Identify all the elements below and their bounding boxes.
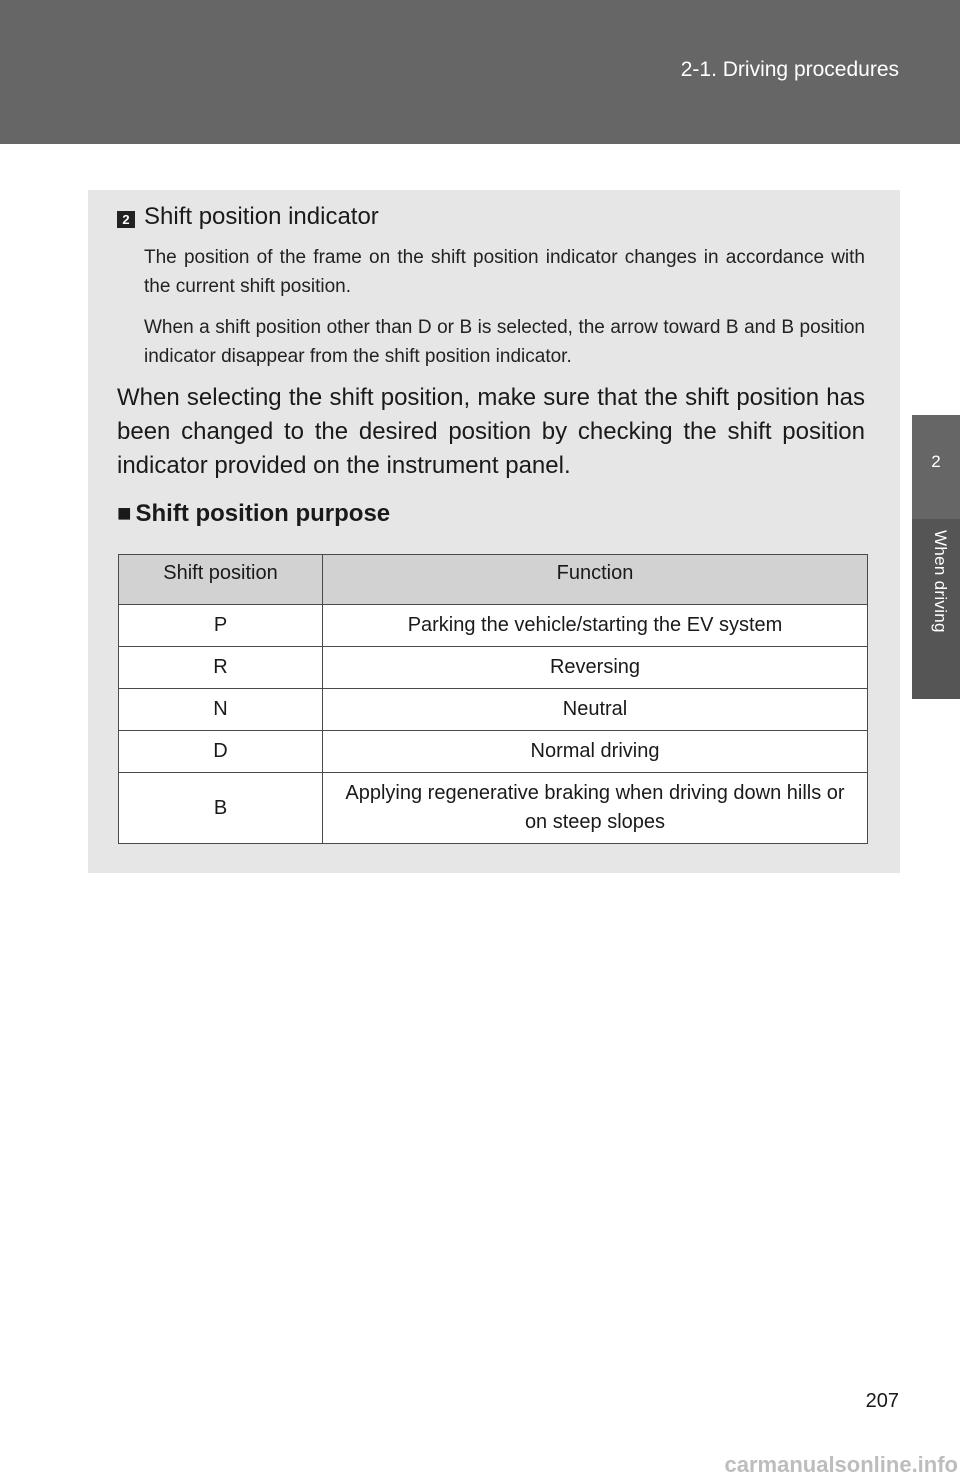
purpose-heading (117, 500, 390, 528)
shift-cell: R (119, 647, 323, 689)
header-function: Function (323, 555, 868, 605)
watermark: carmanualsonline.info (724, 1452, 958, 1477)
shift-position-table (118, 554, 868, 844)
table-row (119, 731, 868, 773)
header-title: 2-1. Driving procedures (680, 58, 899, 81)
table-row (119, 773, 868, 844)
function-cell: Applying regenerative braking when driving down hills or on steep slopes (323, 773, 868, 844)
indicator-title: Shift position indicator (144, 203, 379, 230)
number-badge: 2 (117, 211, 135, 228)
function-cell: Neutral (323, 689, 868, 731)
indicator-paragraph-1: The position of the frame on the shift position indicator changes in accordance with the current shift position. (144, 247, 865, 297)
table-row (119, 689, 868, 731)
side-tab-label: When driving (931, 530, 950, 633)
header-shift-position: Shift position (119, 555, 323, 605)
main-paragraph: When selecting the shift position, make sure that the shift position has been changed to the desired position by checking the shift position indicator provided on the instrument panel. (117, 384, 865, 479)
page-header (0, 0, 960, 144)
shift-cell: D (119, 731, 323, 773)
page-number: 207 (865, 1390, 899, 1412)
function-cell: Normal driving (323, 731, 868, 773)
table-header-row (119, 555, 868, 605)
table-row (119, 605, 868, 647)
function-cell: Parking the vehicle/starting the EV system (323, 605, 868, 647)
side-tab-number: 2 (931, 452, 941, 471)
square-bullet-icon: ■ (117, 500, 132, 527)
indicator-paragraph-2: When a shift position other than D or B is selected, the arrow toward B and B position indicator disappear from the shift position indicator. (144, 317, 865, 367)
shift-cell: B (119, 773, 323, 844)
shift-cell: P (119, 605, 323, 647)
purpose-title: Shift position purpose (135, 500, 391, 527)
table-row (119, 647, 868, 689)
function-cell: Reversing (323, 647, 868, 689)
shift-cell: N (119, 689, 323, 731)
